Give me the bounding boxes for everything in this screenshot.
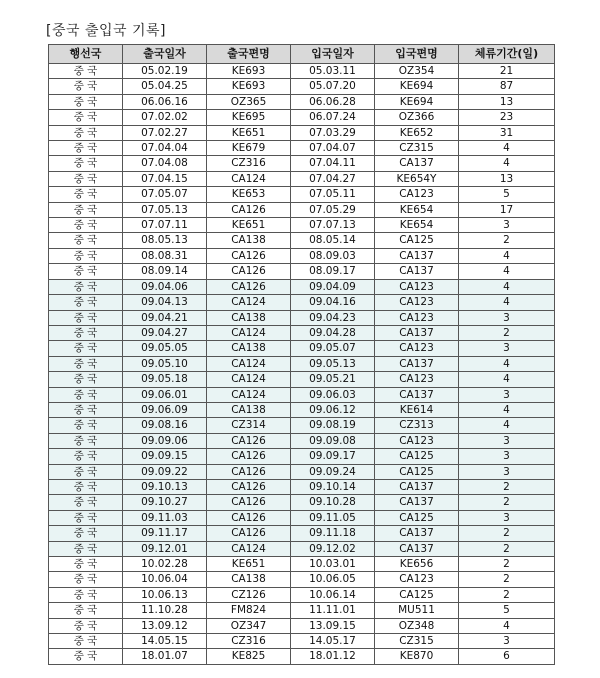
departure-date-cell: 07.07.11: [123, 218, 207, 233]
departure-flight-cell: CA138: [207, 310, 291, 325]
stay-days-cell: 3: [459, 387, 555, 402]
table-row: [49, 356, 555, 371]
arrival-flight-cell: CA123: [375, 572, 459, 587]
table-row: [49, 603, 555, 618]
departure-flight-cell: KE825: [207, 649, 291, 664]
destination-cell: 중 국: [49, 171, 123, 186]
arrival-flight-cell: KE694: [375, 94, 459, 109]
departure-flight-cell: CA124: [207, 325, 291, 340]
arrival-flight-cell: CZ313: [375, 418, 459, 433]
stay-days-cell: 21: [459, 64, 555, 79]
arrival-date-cell: 07.04.27: [291, 171, 375, 186]
arrival-date-cell: 18.01.12: [291, 649, 375, 664]
stay-days-cell: 2: [459, 479, 555, 494]
destination-cell: 중 국: [49, 634, 123, 649]
departure-flight-cell: CA126: [207, 279, 291, 294]
departure-date-cell: 09.05.05: [123, 341, 207, 356]
departure-date-cell: 05.02.19: [123, 64, 207, 79]
arrival-date-cell: 09.06.03: [291, 387, 375, 402]
stay-days-cell: 2: [459, 572, 555, 587]
destination-cell: 중 국: [49, 618, 123, 633]
table-row: [49, 572, 555, 587]
arrival-flight-cell: CA123: [375, 341, 459, 356]
arrival-date-cell: 10.06.05: [291, 572, 375, 587]
arrival-flight-cell: CA137: [375, 264, 459, 279]
stay-days-cell: 2: [459, 526, 555, 541]
destination-cell: 중 국: [49, 233, 123, 248]
table-row: [49, 387, 555, 402]
arrival-flight-cell: CA137: [375, 156, 459, 171]
stay-days-cell: 2: [459, 541, 555, 556]
departure-date-cell: 09.10.27: [123, 495, 207, 510]
departure-date-cell: 09.06.09: [123, 402, 207, 417]
departure-date-cell: 09.05.10: [123, 356, 207, 371]
stay-days-cell: 6: [459, 649, 555, 664]
destination-cell: 중 국: [49, 64, 123, 79]
arrival-flight-cell: CA137: [375, 495, 459, 510]
table-row: [49, 248, 555, 263]
arrival-date-cell: 07.05.11: [291, 187, 375, 202]
stay-days-cell: 2: [459, 557, 555, 572]
stay-days-cell: 4: [459, 141, 555, 156]
stay-days-cell: 13: [459, 94, 555, 109]
table-row: [49, 510, 555, 525]
departure-date-cell: 18.01.07: [123, 649, 207, 664]
stay-days-cell: 4: [459, 356, 555, 371]
arrival-date-cell: 11.11.01: [291, 603, 375, 618]
destination-cell: 중 국: [49, 541, 123, 556]
stay-days-cell: 2: [459, 325, 555, 340]
table-row: [49, 495, 555, 510]
arrival-date-cell: 06.07.24: [291, 110, 375, 125]
stay-days-cell: 4: [459, 248, 555, 263]
stay-days-cell: 3: [459, 464, 555, 479]
arrival-date-cell: 09.10.28: [291, 495, 375, 510]
arrival-date-cell: 14.05.17: [291, 634, 375, 649]
column-header-destination: 행선국: [49, 45, 123, 64]
arrival-date-cell: 05.03.11: [291, 64, 375, 79]
table-row: [49, 634, 555, 649]
arrival-date-cell: 09.09.08: [291, 433, 375, 448]
column-header-departure-date: 출국일자: [123, 45, 207, 64]
immigration-records-table: [48, 44, 555, 665]
departure-flight-cell: CA126: [207, 433, 291, 448]
table-row: [49, 141, 555, 156]
arrival-flight-cell: CA125: [375, 449, 459, 464]
stay-days-cell: 23: [459, 110, 555, 125]
arrival-flight-cell: OZ366: [375, 110, 459, 125]
departure-date-cell: 10.06.13: [123, 587, 207, 602]
departure-date-cell: 09.10.13: [123, 479, 207, 494]
stay-days-cell: 3: [459, 634, 555, 649]
destination-cell: 중 국: [49, 433, 123, 448]
table-row: [49, 541, 555, 556]
departure-date-cell: 05.04.25: [123, 79, 207, 94]
departure-flight-cell: CA124: [207, 387, 291, 402]
arrival-date-cell: 07.04.07: [291, 141, 375, 156]
arrival-date-cell: 06.06.28: [291, 94, 375, 109]
departure-date-cell: 09.09.22: [123, 464, 207, 479]
stay-days-cell: 2: [459, 233, 555, 248]
table-row: [49, 233, 555, 248]
destination-cell: 중 국: [49, 649, 123, 664]
departure-date-cell: 07.04.04: [123, 141, 207, 156]
arrival-flight-cell: CA125: [375, 587, 459, 602]
stay-days-cell: 4: [459, 264, 555, 279]
destination-cell: 중 국: [49, 325, 123, 340]
arrival-flight-cell: CZ315: [375, 634, 459, 649]
departure-date-cell: 09.05.18: [123, 372, 207, 387]
stay-days-cell: 3: [459, 341, 555, 356]
departure-date-cell: 07.04.15: [123, 171, 207, 186]
destination-cell: 중 국: [49, 372, 123, 387]
table-row: [49, 587, 555, 602]
departure-date-cell: 09.11.03: [123, 510, 207, 525]
table-row: [49, 526, 555, 541]
arrival-flight-cell: KE694: [375, 79, 459, 94]
departure-flight-cell: CA126: [207, 495, 291, 510]
destination-cell: 중 국: [49, 418, 123, 433]
arrival-date-cell: 07.07.13: [291, 218, 375, 233]
departure-date-cell: 09.11.17: [123, 526, 207, 541]
arrival-date-cell: 09.05.21: [291, 372, 375, 387]
departure-flight-cell: CA126: [207, 479, 291, 494]
destination-cell: 중 국: [49, 94, 123, 109]
departure-date-cell: 10.02.28: [123, 557, 207, 572]
destination-cell: 중 국: [49, 202, 123, 217]
column-header-stay-days: 체류기간(일): [459, 45, 555, 64]
stay-days-cell: 31: [459, 125, 555, 140]
departure-flight-cell: CA138: [207, 572, 291, 587]
destination-cell: 중 국: [49, 341, 123, 356]
arrival-flight-cell: MU511: [375, 603, 459, 618]
arrival-date-cell: 07.04.11: [291, 156, 375, 171]
arrival-date-cell: 09.04.16: [291, 295, 375, 310]
departure-flight-cell: CA138: [207, 233, 291, 248]
arrival-flight-cell: CA137: [375, 541, 459, 556]
departure-date-cell: 09.04.27: [123, 325, 207, 340]
destination-cell: 중 국: [49, 295, 123, 310]
stay-days-cell: 3: [459, 510, 555, 525]
departure-date-cell: 08.09.14: [123, 264, 207, 279]
arrival-flight-cell: CA123: [375, 372, 459, 387]
destination-cell: 중 국: [49, 110, 123, 125]
arrival-flight-cell: OZ354: [375, 64, 459, 79]
arrival-flight-cell: KE652: [375, 125, 459, 140]
arrival-flight-cell: CA123: [375, 187, 459, 202]
arrival-flight-cell: CA125: [375, 233, 459, 248]
stay-days-cell: 13: [459, 171, 555, 186]
arrival-flight-cell: CA125: [375, 464, 459, 479]
arrival-date-cell: 09.09.24: [291, 464, 375, 479]
table-row: [49, 295, 555, 310]
departure-date-cell: 11.10.28: [123, 603, 207, 618]
arrival-date-cell: 09.11.18: [291, 526, 375, 541]
departure-flight-cell: CA126: [207, 202, 291, 217]
destination-cell: 중 국: [49, 387, 123, 402]
departure-flight-cell: KE651: [207, 557, 291, 572]
departure-flight-cell: CZ314: [207, 418, 291, 433]
departure-flight-cell: KE651: [207, 218, 291, 233]
stay-days-cell: 3: [459, 310, 555, 325]
arrival-flight-cell: CA123: [375, 279, 459, 294]
departure-date-cell: 06.06.16: [123, 94, 207, 109]
table-row: [49, 372, 555, 387]
arrival-flight-cell: CA125: [375, 510, 459, 525]
arrival-date-cell: 09.12.02: [291, 541, 375, 556]
table-row: [49, 433, 555, 448]
destination-cell: 중 국: [49, 264, 123, 279]
departure-date-cell: 07.05.13: [123, 202, 207, 217]
destination-cell: 중 국: [49, 218, 123, 233]
departure-flight-cell: CA126: [207, 248, 291, 263]
departure-date-cell: 09.09.06: [123, 433, 207, 448]
arrival-date-cell: 09.06.12: [291, 402, 375, 417]
table-row: [49, 110, 555, 125]
destination-cell: 중 국: [49, 495, 123, 510]
table-row: [49, 264, 555, 279]
departure-flight-cell: KE651: [207, 125, 291, 140]
table-row: [49, 64, 555, 79]
column-header-departure-flight: 출국편명: [207, 45, 291, 64]
arrival-flight-cell: CZ315: [375, 141, 459, 156]
arrival-date-cell: 08.05.14: [291, 233, 375, 248]
arrival-flight-cell: KE870: [375, 649, 459, 664]
table-row: [49, 325, 555, 340]
table-row: [49, 557, 555, 572]
table-row: [49, 402, 555, 417]
arrival-flight-cell: CA123: [375, 433, 459, 448]
table-row: [49, 479, 555, 494]
stay-days-cell: 87: [459, 79, 555, 94]
stay-days-cell: 5: [459, 603, 555, 618]
departure-date-cell: 07.02.02: [123, 110, 207, 125]
arrival-flight-cell: CA137: [375, 325, 459, 340]
departure-flight-cell: CZ316: [207, 156, 291, 171]
arrival-flight-cell: CA137: [375, 387, 459, 402]
departure-date-cell: 07.05.07: [123, 187, 207, 202]
departure-flight-cell: OZ365: [207, 94, 291, 109]
departure-flight-cell: CA138: [207, 402, 291, 417]
arrival-date-cell: 09.09.17: [291, 449, 375, 464]
departure-flight-cell: CA124: [207, 356, 291, 371]
departure-date-cell: 07.04.08: [123, 156, 207, 171]
departure-date-cell: 09.09.15: [123, 449, 207, 464]
stay-days-cell: 4: [459, 402, 555, 417]
arrival-date-cell: 09.11.05: [291, 510, 375, 525]
destination-cell: 중 국: [49, 156, 123, 171]
column-header-arrival-flight: 입국편명: [375, 45, 459, 64]
arrival-date-cell: 08.09.17: [291, 264, 375, 279]
destination-cell: 중 국: [49, 248, 123, 263]
arrival-flight-cell: KE654: [375, 218, 459, 233]
arrival-date-cell: 09.04.23: [291, 310, 375, 325]
destination-cell: 중 국: [49, 587, 123, 602]
departure-flight-cell: KE695: [207, 110, 291, 125]
arrival-flight-cell: KE656: [375, 557, 459, 572]
arrival-flight-cell: CA123: [375, 310, 459, 325]
arrival-flight-cell: CA137: [375, 356, 459, 371]
table-row: [49, 418, 555, 433]
arrival-date-cell: 07.05.29: [291, 202, 375, 217]
arrival-date-cell: 09.04.28: [291, 325, 375, 340]
arrival-flight-cell: CA137: [375, 248, 459, 263]
table-row: [49, 79, 555, 94]
destination-cell: 중 국: [49, 402, 123, 417]
stay-days-cell: 4: [459, 618, 555, 633]
stay-days-cell: 3: [459, 449, 555, 464]
destination-cell: 중 국: [49, 464, 123, 479]
departure-flight-cell: CA126: [207, 464, 291, 479]
destination-cell: 중 국: [49, 187, 123, 202]
arrival-date-cell: 10.06.14: [291, 587, 375, 602]
departure-date-cell: 09.12.01: [123, 541, 207, 556]
departure-flight-cell: KE693: [207, 79, 291, 94]
departure-date-cell: 08.05.13: [123, 233, 207, 248]
destination-cell: 중 국: [49, 79, 123, 94]
arrival-date-cell: 10.03.01: [291, 557, 375, 572]
stay-days-cell: 3: [459, 433, 555, 448]
departure-flight-cell: CA124: [207, 171, 291, 186]
arrival-date-cell: 13.09.15: [291, 618, 375, 633]
departure-flight-cell: FM824: [207, 603, 291, 618]
departure-flight-cell: CA126: [207, 526, 291, 541]
departure-date-cell: 09.04.13: [123, 295, 207, 310]
page-title: [중국 출입국 기록]: [46, 23, 166, 39]
departure-flight-cell: CA124: [207, 541, 291, 556]
departure-date-cell: 08.08.31: [123, 248, 207, 263]
stay-days-cell: 17: [459, 202, 555, 217]
arrival-flight-cell: KE654Y: [375, 171, 459, 186]
table-body: [49, 64, 555, 665]
departure-date-cell: 14.05.15: [123, 634, 207, 649]
table-row: [49, 449, 555, 464]
departure-date-cell: 10.06.04: [123, 572, 207, 587]
destination-cell: 중 국: [49, 279, 123, 294]
arrival-flight-cell: KE654: [375, 202, 459, 217]
arrival-flight-cell: KE614: [375, 402, 459, 417]
destination-cell: 중 국: [49, 449, 123, 464]
arrival-flight-cell: CA137: [375, 479, 459, 494]
departure-flight-cell: OZ347: [207, 618, 291, 633]
destination-cell: 중 국: [49, 572, 123, 587]
stay-days-cell: 4: [459, 279, 555, 294]
arrival-date-cell: 08.09.03: [291, 248, 375, 263]
table-row: [49, 202, 555, 217]
table-row: [49, 125, 555, 140]
destination-cell: 중 국: [49, 310, 123, 325]
stay-days-cell: 2: [459, 495, 555, 510]
destination-cell: 중 국: [49, 141, 123, 156]
arrival-date-cell: 09.10.14: [291, 479, 375, 494]
table-header-row: [49, 45, 555, 64]
table-row: [49, 341, 555, 356]
departure-flight-cell: CA126: [207, 264, 291, 279]
table-row: [49, 310, 555, 325]
arrival-flight-cell: CA137: [375, 526, 459, 541]
departure-flight-cell: CA126: [207, 449, 291, 464]
stay-days-cell: 4: [459, 372, 555, 387]
table-row: [49, 171, 555, 186]
table-row: [49, 618, 555, 633]
destination-cell: 중 국: [49, 510, 123, 525]
arrival-date-cell: 09.08.19: [291, 418, 375, 433]
stay-days-cell: 4: [459, 295, 555, 310]
departure-flight-cell: CA124: [207, 295, 291, 310]
stay-days-cell: 5: [459, 187, 555, 202]
arrival-date-cell: 05.07.20: [291, 79, 375, 94]
departure-date-cell: 09.04.06: [123, 279, 207, 294]
arrival-date-cell: 09.05.13: [291, 356, 375, 371]
destination-cell: 중 국: [49, 125, 123, 140]
departure-date-cell: 07.02.27: [123, 125, 207, 140]
arrival-date-cell: 09.05.07: [291, 341, 375, 356]
departure-flight-cell: CZ316: [207, 634, 291, 649]
departure-flight-cell: KE679: [207, 141, 291, 156]
table-row: [49, 464, 555, 479]
table-row: [49, 218, 555, 233]
departure-date-cell: 09.04.21: [123, 310, 207, 325]
arrival-flight-cell: OZ348: [375, 618, 459, 633]
arrival-date-cell: 07.03.29: [291, 125, 375, 140]
stay-days-cell: 2: [459, 587, 555, 602]
departure-flight-cell: CA138: [207, 341, 291, 356]
table-row: [49, 279, 555, 294]
stay-days-cell: 3: [459, 218, 555, 233]
departure-date-cell: 13.09.12: [123, 618, 207, 633]
departure-date-cell: 09.08.16: [123, 418, 207, 433]
table-row: [49, 94, 555, 109]
table-row: [49, 649, 555, 664]
arrival-flight-cell: CA123: [375, 295, 459, 310]
departure-flight-cell: KE653: [207, 187, 291, 202]
departure-flight-cell: CZ126: [207, 587, 291, 602]
stay-days-cell: 4: [459, 156, 555, 171]
departure-date-cell: 09.06.01: [123, 387, 207, 402]
destination-cell: 중 국: [49, 356, 123, 371]
table-row: [49, 156, 555, 171]
arrival-date-cell: 09.04.09: [291, 279, 375, 294]
destination-cell: 중 국: [49, 557, 123, 572]
departure-flight-cell: CA124: [207, 372, 291, 387]
destination-cell: 중 국: [49, 479, 123, 494]
column-header-arrival-date: 입국일자: [291, 45, 375, 64]
departure-flight-cell: KE693: [207, 64, 291, 79]
destination-cell: 중 국: [49, 603, 123, 618]
stay-days-cell: 4: [459, 418, 555, 433]
table-row: [49, 187, 555, 202]
departure-flight-cell: CA126: [207, 510, 291, 525]
destination-cell: 중 국: [49, 526, 123, 541]
